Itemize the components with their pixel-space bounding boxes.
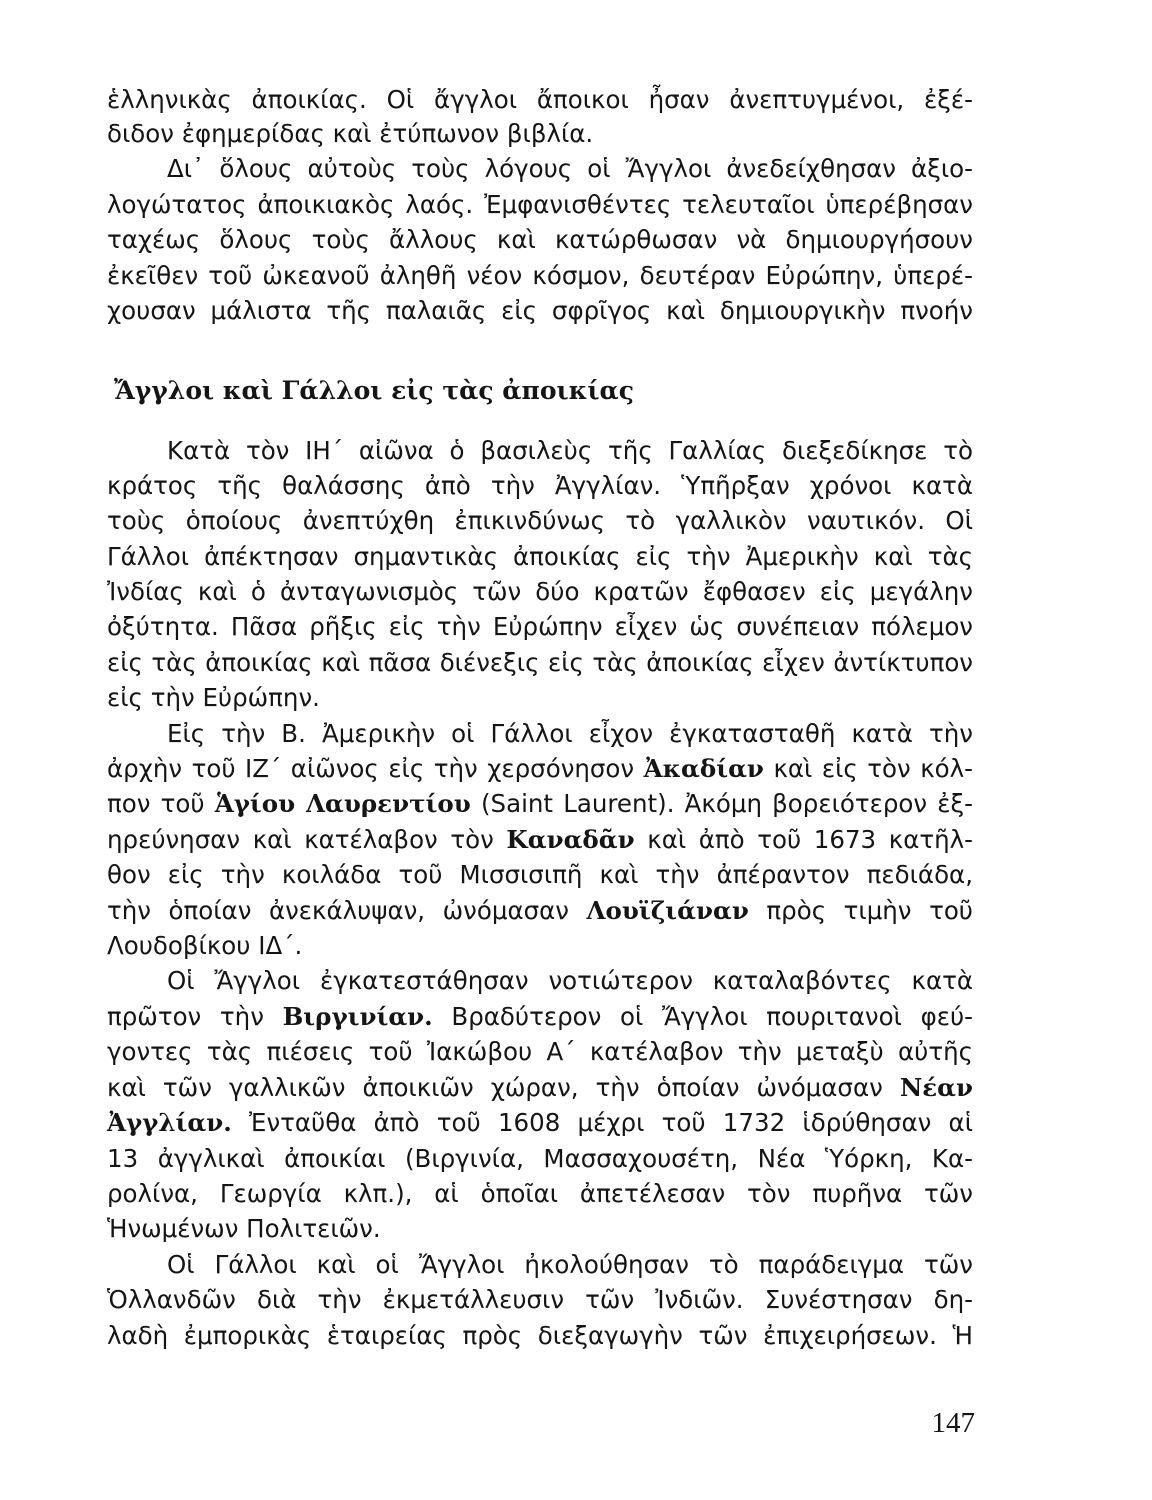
bold-term-new: Νέαν	[899, 1073, 973, 1102]
text-line: Οἱ Γάλλοι καὶ οἱ Ἄγγλοι ἠκολούθησαν τὸ παράδειγμα τῶν	[167, 1250, 973, 1279]
text-line	[107, 751, 973, 787]
bold-term-virginia: Βιργινίαν.	[282, 1002, 433, 1031]
text-line: διδον ἐφημερίδας καὶ ἐτύπωνον βιβλία.	[107, 119, 594, 148]
text-line: λαδὴ ἐμπορικὰς ἑταιρείας πρὸς διεξαγωγὴν τῶν ἐπιχειρήσεων. Ἡ	[107, 1321, 973, 1350]
text-line	[107, 1070, 973, 1106]
text-segment: καὶ τῶν γαλλικῶν ἀποικιῶν χώραν, τὴν ὁποίαν ὠνόμασαν	[107, 1073, 883, 1102]
text-line: Δι᾽ ὅλους αὐτοὺς τοὺς λόγους οἱ Ἄγγλοι ἀνεδείχθησαν ἀξιο-	[167, 154, 973, 183]
text-line	[107, 893, 973, 929]
text-line: ὀξύτητα. Πᾶσα ρῆξις εἰς τὴν Εὐρώπην εἶχεν ὡς συνέπειαν πόλεμον	[107, 612, 973, 641]
text-segment: (Saint Laurent). Ἀκόμη βορειότερον ἐξ-	[480, 789, 973, 818]
text-segment: τὴν ὁποίαν ἀνεκάλυψαν, ὠνόμασαν	[107, 896, 569, 925]
text-segment: Βραδύτερον οἱ Ἄγγλοι πουριτανοὶ φεύ-	[451, 1002, 973, 1031]
text-line: ρολίνα, Γεωργία κλπ.), αἱ ὁποῖαι ἀπετέλεσαν τὸν πυρῆνα τῶν	[107, 1179, 973, 1208]
text-line: Οἱ Ἄγγλοι ἐγκατεστάθησαν νοτιώτερον καταλαβόντες κατὰ	[167, 966, 973, 995]
text-line: τοὺς ὁποίους ἀνεπτύχθη ἐπικινδύνως τὸ γαλλικὸν ναυτικόν. Οἱ	[107, 506, 973, 535]
text-line: Λουδοβίκου ΙΔ΄.	[107, 931, 303, 960]
text-segment: πρῶτον τὴν	[107, 1002, 264, 1031]
text-segment: καὶ εἰς τὸν κόλ-	[773, 754, 973, 783]
text-line: εἰς τὴν Εὐρώπην.	[107, 683, 320, 712]
text-line	[107, 822, 973, 858]
text-line: ἐκεῖθεν τοῦ ὠκεανοῦ ἀληθῆ νέον κόσμον, δευτέραν Εὐρώπην, ὑπερέ-	[107, 261, 973, 290]
text-line: κράτος τῆς θαλάσσης ἀπὸ τὴν Ἀγγλίαν. Ὑπῆρξαν χρόνοι κατὰ	[107, 471, 973, 500]
text-line	[107, 1105, 973, 1141]
page-number: 147	[931, 1407, 975, 1439]
text-line: Ἡνωμένων Πολιτειῶν.	[107, 1214, 381, 1243]
text-line: Ὁλλανδῶν διὰ τὴν ἐκμετάλλευσιν τῶν Ἰνδιῶν. Συνέστησαν δη-	[107, 1285, 973, 1314]
text-segment: ηρεύνησαν καὶ κατέλαβον τὸν	[107, 825, 494, 854]
text-line: χουσαν μάλιστα τῆς παλαιᾶς εἰς σφρῖγος καὶ δημιουργικὴν πνοήν	[107, 296, 973, 325]
text-line: θον εἰς τὴν κοιλάδα τοῦ Μισσισιπῆ καὶ τὴν ἀπέραντον πεδιάδα,	[107, 860, 973, 889]
bold-term-st-laurent: Ἁγίου Λαυρεντίου	[214, 789, 471, 818]
text-line: εἰς τὰς ἀποικίας καὶ πᾶσα διένεξις εἰς τὰς ἀποικίας εἶχεν ἀντίκτυπον	[107, 648, 973, 677]
bold-term-england: Ἀγγλίαν.	[107, 1108, 232, 1137]
text-line: 13 ἀγγλικαὶ ἀποικίαι (Βιργινία, Μασσαχουσέτη, Νέα Ὑόρκη, Κα-	[107, 1144, 973, 1173]
text-segment: καὶ ἀπὸ τοῦ 1673 κατῆλ-	[647, 825, 973, 854]
text-line: ἑλληνικὰς ἀποικίας. Οἱ ἄγγλοι ἄποικοι ἦσαν ἀνεπτυγμένοι, ἐξέ-	[107, 85, 973, 114]
text-line: Εἰς τὴν Β. Ἀμερικὴν οἱ Γάλλοι εἶχον ἐγκατασταθῆ κατὰ τὴν	[167, 719, 973, 748]
text-line: Ἰνδίας καὶ ὁ ἀνταγωνισμὸς τῶν δύο κρατῶν ἔφθασεν εἰς μεγάλην	[107, 577, 973, 606]
text-line	[107, 999, 973, 1035]
text-segment: Ἐνταῦθα ἀπὸ τοῦ 1608 μέχρι τοῦ 1732 ἱδρύθησαν αἱ	[249, 1108, 973, 1137]
text-line: Κατὰ τὸν ΙΗ΄ αἰῶνα ὁ βασιλεὺς τῆς Γαλλίας διεξεδίκησε τὸ	[167, 436, 973, 465]
text-segment: ἀρχὴν τοῦ ΙΖ΄ αἰῶνος εἰς τὴν χερσόνησον	[107, 754, 635, 783]
section-heading: Ἄγγλοι καὶ Γάλλοι εἰς τὰς ἀποικίας	[114, 376, 634, 405]
text-line: Γάλλοι ἀπέκτησαν σημαντικὰς ἀποικίας εἰς τὴν Ἀμερικὴν καὶ τὰς	[107, 542, 973, 571]
text-line	[107, 786, 973, 822]
text-segment: πρὸς τιμὴν τοῦ	[766, 896, 973, 925]
text-line: λογώτατος ἀποικιακὸς λαός. Ἐμφανισθέντες τελευταῖοι ὑπερέβησαν	[107, 190, 973, 219]
text-segment: πον τοῦ	[107, 789, 205, 818]
bold-term-acadia: Ἀκαδίαν	[643, 754, 764, 783]
text-line: ταχέως ὅλους τοὺς ἄλλους καὶ κατώρθωσαν νὰ δημιουργήσουν	[107, 225, 973, 254]
text-line: γοντες τὰς πιέσεις τοῦ Ἰακώβου Α΄ κατέλαβον τὴν μεταξὺ αὐτῆς	[107, 1037, 973, 1066]
bold-term-louisiana: Λουϊζιάναν	[586, 896, 749, 925]
bold-term-canada: Καναδᾶν	[506, 825, 635, 854]
